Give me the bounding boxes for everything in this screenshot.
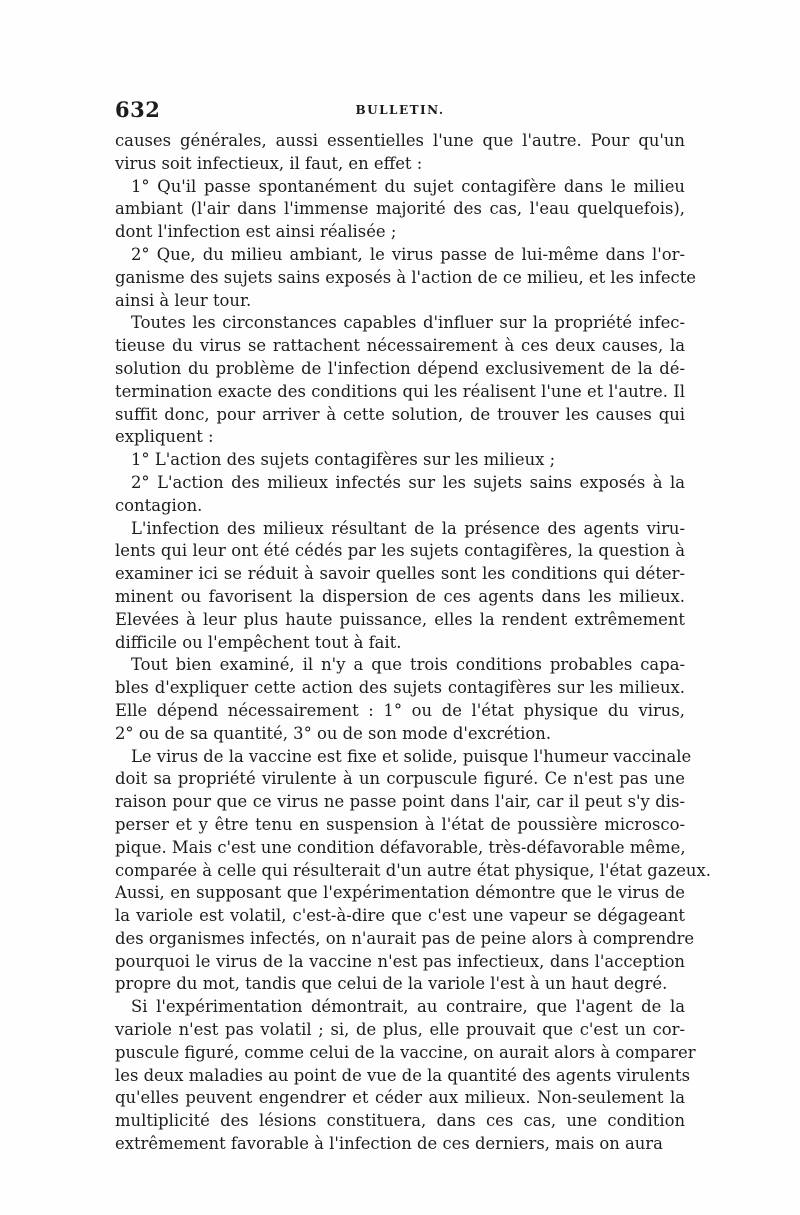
text-line: ambiant (l'air dans l'immense majorité des cas, l'eau quelquefois), — [115, 199, 685, 219]
text-line: raison pour que ce virus ne passe point dans l'air, car il peut s'y dis- — [115, 792, 685, 812]
text-line: ganisme des sujets sains exposés à l'action de ce milieu, et les infecte — [115, 267, 697, 287]
text-line: puscule figuré, comme celui de la vaccine, on aurait alors à comparer — [115, 1042, 696, 1062]
text-line: virus soit infectieux, il faut, en effet : — [115, 153, 423, 173]
text-line: multiplicité des lésions constituera, dans ces cas, une condition — [115, 1111, 685, 1131]
text-line: minent ou favorisent la dispersion de ces agents dans les milieux. — [115, 586, 685, 606]
page-header — [115, 97, 685, 123]
text-line: L'infection des milieux résultant de la présence des agents viru- — [131, 518, 685, 538]
text-line: 2° Que, du milieu ambiant, le virus passe de lui-même dans l'or- — [131, 244, 685, 264]
text-line: causes générales, aussi essentielles l'une que l'autre. Pour qu'un — [115, 131, 685, 150]
text-line: les deux maladies au point de vue de la quantité des agents virulents — [115, 1065, 691, 1085]
page-number: 632 — [115, 97, 161, 122]
text-line: propre du mot, tandis que celui de la variole l'est à un haut degré. — [115, 974, 668, 994]
running-title: BULLETIN. — [355, 103, 445, 117]
text-line: bles d'expliquer cette action des sujets contagifères sur les milieux. — [115, 678, 685, 698]
text-line: Si l'expérimentation démontrait, au contraire, que l'agent de la — [131, 997, 685, 1017]
text-line: examiner ici se réduit à savoir quelles sont les conditions qui déter- — [115, 564, 685, 584]
text-line: Elle dépend nécessairement : 1° ou de l'état physique du virus, — [115, 700, 685, 720]
text-line: 2° ou de sa quantité, 3° ou de son mode d'excrétion. — [115, 723, 552, 743]
text-line: doit sa propriété virulente à un corpuscule figuré. Ce n'est pas une — [115, 769, 685, 789]
text-line: Tout bien examiné, il n'y a que trois conditions probables capa- — [131, 655, 685, 675]
text-line: lents qui leur ont été cédés par les sujets contagifères, la question à — [115, 541, 685, 561]
text-line: pique. Mais c'est une condition défavorable, très-défavorable même, — [115, 837, 686, 857]
text-line: Le virus de la vaccine est fixe et solide, puisque l'humeur vaccinale — [131, 746, 692, 766]
text-line: solution du problème de l'infection dépend exclusivement de la dé- — [115, 358, 685, 378]
text-line: 1° Qu'il passe spontanément du sujet contagifère dans le milieu — [131, 176, 685, 196]
text-line: suffit donc, pour arriver à cette solution, de trouver les causes qui — [115, 404, 685, 424]
text-line: 2° L'action des milieux infectés sur les sujets sains exposés à la — [131, 472, 685, 492]
text-line: variole n'est pas volatil ; si, de plus, elle prouvait que c'est un cor- — [115, 1020, 685, 1040]
text-line: qu'elles peuvent engendrer et céder aux milieux. Non-seulement la — [115, 1088, 685, 1108]
text-line: des organismes infectés, on n'aurait pas de peine alors à comprendre — [115, 928, 695, 948]
text-line: ainsi à leur tour. — [115, 290, 252, 310]
text-line: expliquent : — [115, 427, 214, 447]
body-text — [115, 130, 711, 1156]
text-line: pourquoi le virus de la vaccine n'est pas infectieux, dans l'acception — [115, 951, 685, 971]
text-line: 1° L'action des sujets contagifères sur les milieux ; — [131, 450, 556, 470]
text-line: contagion. — [115, 495, 203, 515]
text-line: la variole est volatil, c'est-à-dire que c'est une vapeur se dégageant — [115, 906, 685, 926]
text-line: Aussi, en supposant que l'expérimentation démontre que le virus de — [115, 883, 685, 903]
text-line: perser et y être tenu en suspension à l'état de poussière microsco- — [115, 814, 685, 834]
text-line: tieuse du virus se rattachent nécessairement à ces deux causes, la — [115, 336, 685, 356]
text-line: Elevées à leur plus haute puissance, elles la rendent extrêmement — [115, 609, 685, 629]
text-line: termination exacte des conditions qui les réalisent l'une et l'autre. Il — [115, 381, 685, 401]
text-line: comparée à celle qui résulterait d'un autre état physique, l'état gazeux. — [115, 860, 711, 880]
text-line: Toutes les circonstances capables d'influer sur la propriété infec- — [131, 313, 685, 333]
text-line: difficile ou l'empêchent tout à fait. — [115, 632, 402, 652]
text-line: extrêmement favorable à l'infection de ces derniers, mais on aura — [115, 1134, 663, 1154]
text-line: dont l'infection est ainsi réalisée ; — [115, 222, 397, 242]
